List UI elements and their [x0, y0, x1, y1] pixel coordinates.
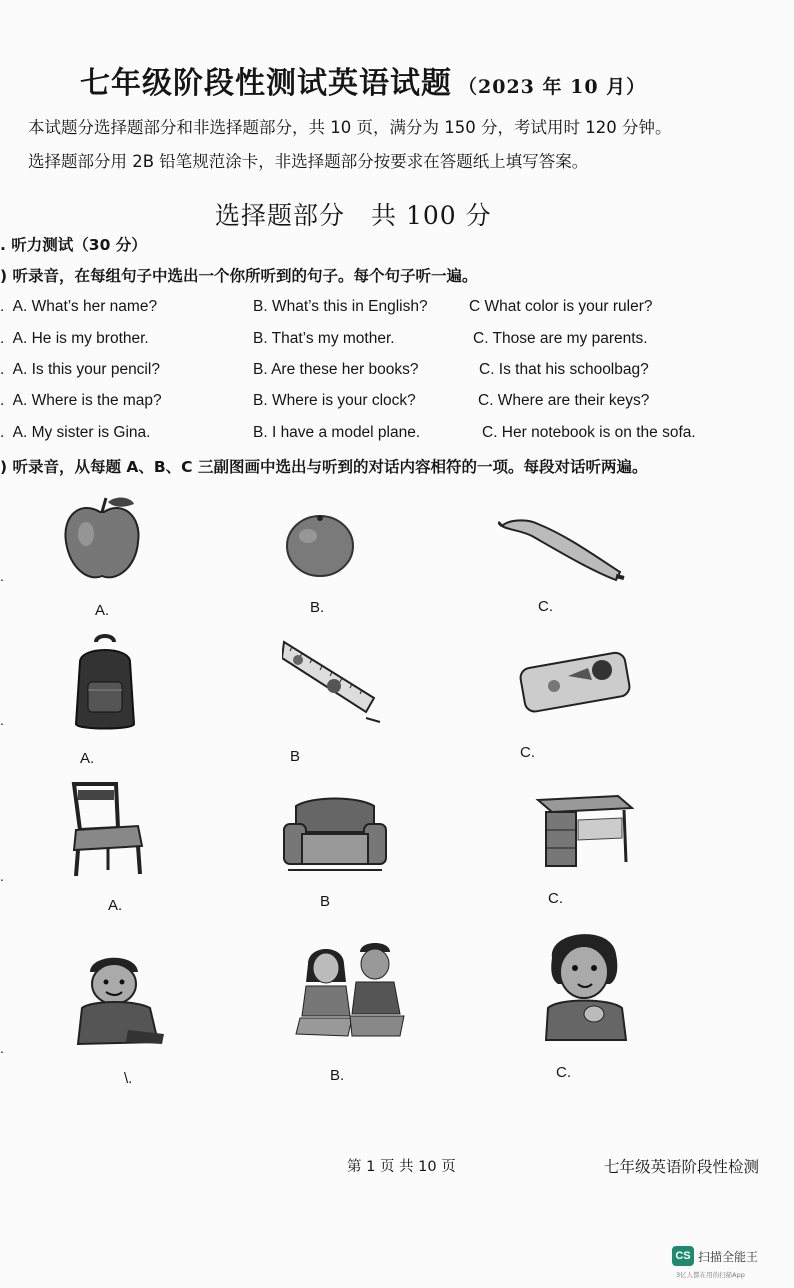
- page-number: 第 1 页 共 10 页: [347, 1159, 456, 1175]
- option-label-c: C.: [548, 890, 563, 907]
- sub-section-b-instructions: ) 听录音，从每题 A、B、C 三副图画中选出与听到的对话内容相符的一项。每段对话听两遍。: [0, 458, 648, 476]
- option-c: C. Where are their keys?: [478, 392, 650, 409]
- exam-name-footer: 七年级英语阶段性检测: [604, 1158, 760, 1176]
- scanner-watermark: [672, 1244, 792, 1284]
- option-a: A. Is this your pencil?: [12, 361, 160, 378]
- scanner-name: 扫描全能王: [698, 1250, 759, 1264]
- question-number: .: [0, 392, 5, 409]
- option-b: B. That’s my mother.: [253, 330, 395, 347]
- option-b: B. What’s this in English?: [253, 298, 428, 315]
- apple-picture: [60, 494, 144, 584]
- boy-picture: [72, 950, 168, 1048]
- banana-picture: [498, 514, 628, 586]
- part-title: . 听力测试（30 分）: [0, 236, 147, 254]
- section-title: 选择题部分 共 100 分: [215, 201, 492, 230]
- question-number: .: [0, 361, 5, 378]
- option-label-b: B: [320, 893, 331, 910]
- question-number: .: [0, 298, 5, 315]
- option-label-b: B.: [330, 1067, 345, 1084]
- sub-section-a-instructions: ) 听录音，在每组句子中选出一个你所听到的句子。每个句子听一遍。: [0, 267, 478, 285]
- sofa-picture: [282, 796, 388, 876]
- option-a: A. He is my brother.: [12, 330, 149, 347]
- question-row: [0, 330, 149, 348]
- desk-picture: [534, 792, 634, 870]
- orange-picture: [284, 512, 356, 578]
- option-c: C. Her notebook is on the sofa.: [482, 424, 696, 441]
- option-c: C What color is your ruler?: [469, 298, 653, 315]
- two-children-picture: [294, 942, 406, 1040]
- ruler-picture: [282, 632, 382, 724]
- option-label-c: C.: [538, 598, 553, 615]
- title-date: （2023 年 10 月）: [458, 76, 647, 98]
- question-row: [0, 424, 150, 442]
- question-number: .: [0, 1040, 4, 1056]
- scanner-tagline: 3亿人都在用的扫描App: [676, 1271, 745, 1279]
- backpack-picture: [70, 632, 140, 732]
- option-label-b: B: [290, 748, 301, 765]
- question-number: .: [0, 712, 4, 728]
- option-label-a: A.: [80, 750, 95, 767]
- question-number: .: [0, 424, 5, 441]
- option-label-c: C.: [520, 744, 535, 761]
- question-row: [0, 392, 162, 410]
- question-row: [0, 361, 160, 379]
- option-a: A. What’s her name?: [12, 298, 158, 315]
- title-text: 七年级阶段性测试英语试题: [80, 66, 452, 101]
- page-title: [80, 58, 646, 102]
- option-label-a: \.: [124, 1070, 133, 1087]
- option-label-b: B.: [310, 599, 325, 616]
- option-b: B. Are these her books?: [253, 361, 419, 378]
- option-label-a: A.: [108, 897, 123, 914]
- question-number: .: [0, 568, 4, 584]
- option-a: A. My sister is Gina.: [12, 424, 151, 441]
- question-number: .: [0, 868, 4, 884]
- option-b: B. I have a model plane.: [253, 424, 421, 441]
- option-b: B. Where is your clock?: [253, 392, 416, 409]
- pencil-box-picture: [518, 646, 634, 714]
- question-number: .: [0, 330, 5, 347]
- option-label-c: C.: [556, 1064, 571, 1081]
- child-picture: [542, 924, 630, 1042]
- option-c: C. Those are my parents.: [473, 330, 648, 347]
- option-label-a: A.: [95, 602, 110, 619]
- intro-line-2: 选择题部分用 2B 铅笔规范涂卡，非选择题部分按要求在答题纸上填写答案。: [28, 152, 589, 171]
- chair-picture: [66, 780, 146, 878]
- question-row: [0, 298, 157, 316]
- intro-line-1: 本试题分选择题部分和非选择题部分，共 10 页，满分为 150 分，考试用时 120 分钟。: [28, 118, 672, 137]
- scanner-logo-icon: CS: [672, 1246, 694, 1266]
- option-c: C. Is that his schoolbag?: [479, 361, 649, 378]
- option-a: A. Where is the map?: [12, 392, 162, 409]
